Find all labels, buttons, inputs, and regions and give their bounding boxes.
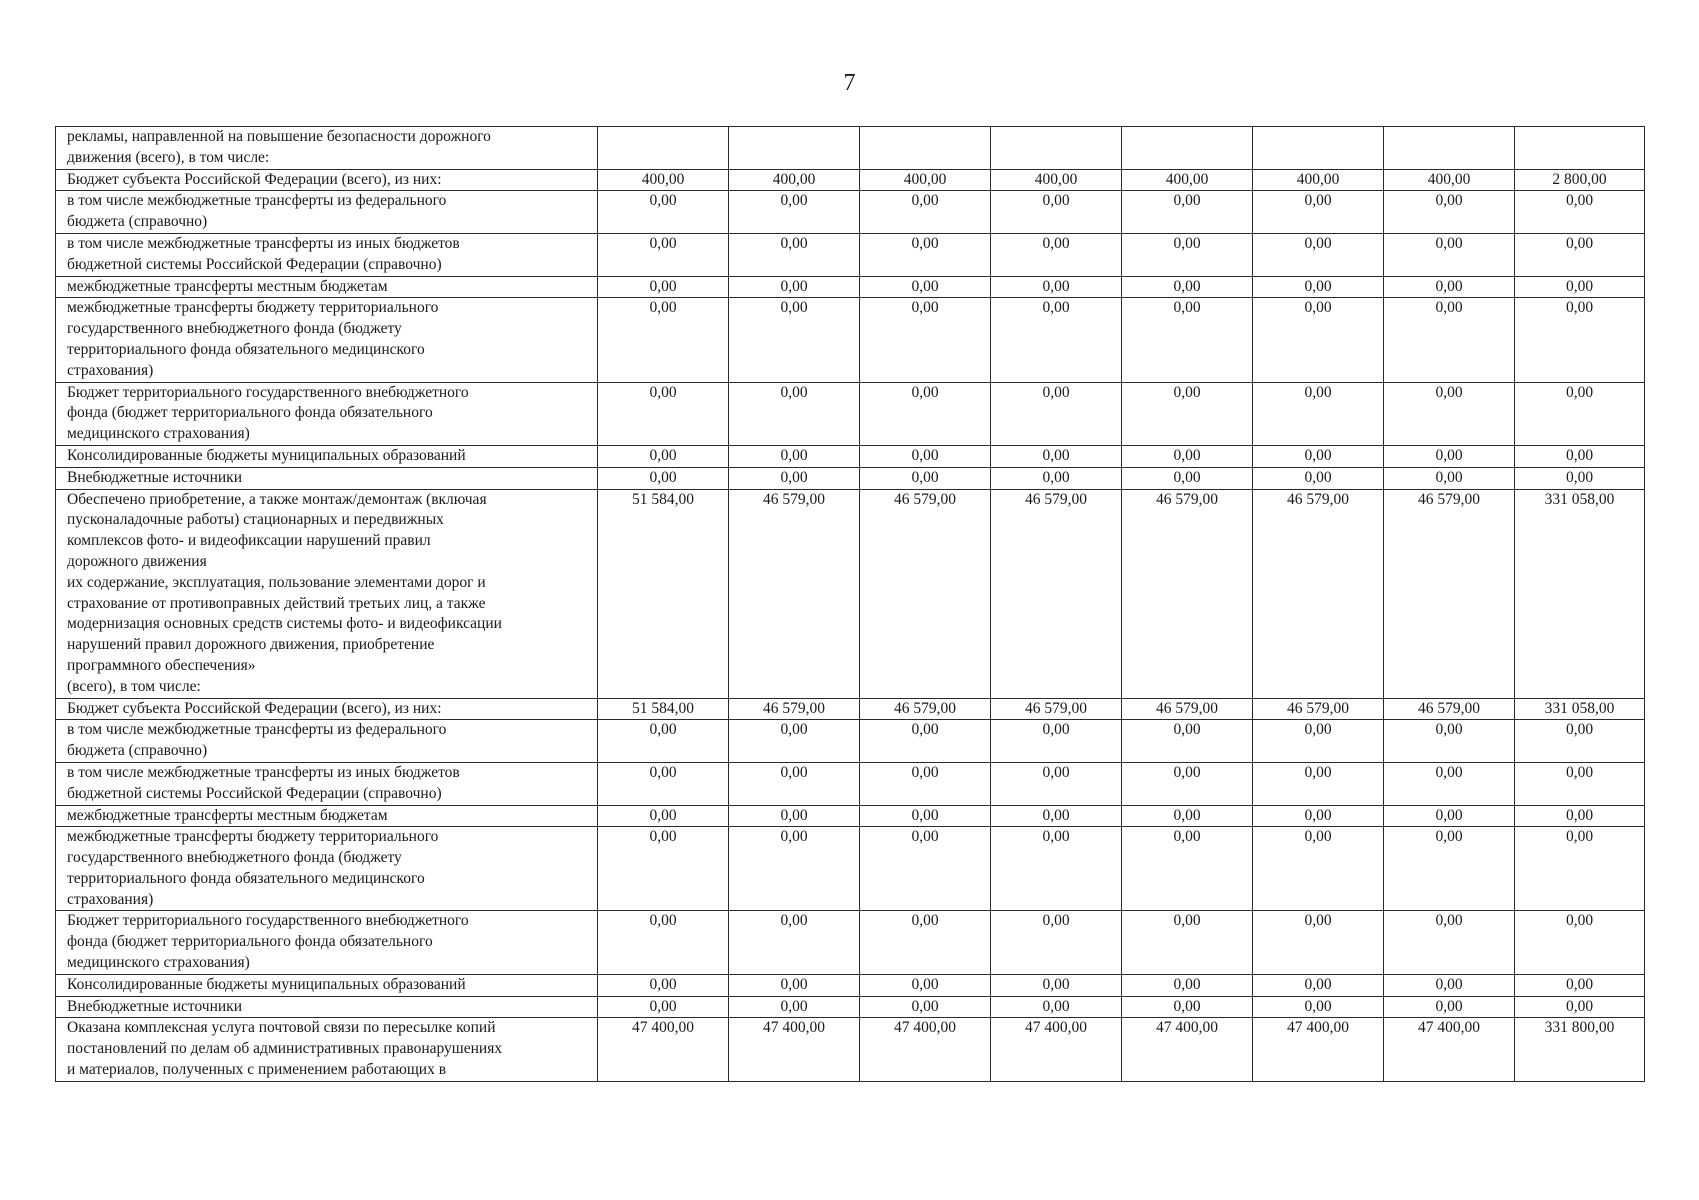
value-cell: 47 400,00 <box>1122 1018 1253 1081</box>
total-cell: 331 800,00 <box>1515 1018 1645 1081</box>
value-cell: 0,00 <box>1122 467 1253 489</box>
value-cell: 0,00 <box>860 974 991 996</box>
value-cell: 0,00 <box>729 233 860 276</box>
value-cell: 0,00 <box>1122 191 1253 234</box>
value-cell <box>991 127 1122 170</box>
value-cell: 0,00 <box>1384 276 1515 298</box>
value-cell: 0,00 <box>729 191 860 234</box>
value-cell: 0,00 <box>729 276 860 298</box>
value-cell <box>598 127 729 170</box>
value-cell: 0,00 <box>1122 276 1253 298</box>
row-label: Бюджет субъекта Российской Федерации (всего), из них: <box>56 169 598 191</box>
value-cell: 0,00 <box>860 276 991 298</box>
value-cell: 0,00 <box>991 233 1122 276</box>
value-cell: 46 579,00 <box>991 698 1122 720</box>
total-cell: 0,00 <box>1515 276 1645 298</box>
value-cell: 400,00 <box>1122 169 1253 191</box>
total-cell: 0,00 <box>1515 298 1645 382</box>
row-label: Бюджет территориального государственного внебюджетного фонда (бюджет территориального фонда обязательного медицинского страхования) <box>56 911 598 974</box>
total-cell: 2 800,00 <box>1515 169 1645 191</box>
value-cell: 46 579,00 <box>1384 698 1515 720</box>
table-row <box>56 974 1645 996</box>
value-cell: 47 400,00 <box>991 1018 1122 1081</box>
value-cell: 400,00 <box>1253 169 1384 191</box>
value-cell <box>860 127 991 170</box>
value-cell: 0,00 <box>729 445 860 467</box>
row-label: Внебюджетные источники <box>56 996 598 1018</box>
table-row <box>56 489 1645 698</box>
row-label: Бюджет территориального государственного внебюджетного фонда (бюджет территориального фонда обязательного медицинского страхования) <box>56 382 598 445</box>
value-cell: 0,00 <box>1384 467 1515 489</box>
table-row <box>56 698 1645 720</box>
table-row <box>56 911 1645 974</box>
value-cell: 0,00 <box>598 233 729 276</box>
row-label: межбюджетные трансферты бюджету территориального государственного внебюджетного фонда (бюджету территориального фонда обязательного медицинского страхования) <box>56 827 598 911</box>
value-cell: 400,00 <box>1384 169 1515 191</box>
total-cell <box>1515 127 1645 170</box>
value-cell: 0,00 <box>729 974 860 996</box>
value-cell: 46 579,00 <box>1122 489 1253 698</box>
row-label: межбюджетные трансферты местным бюджетам <box>56 276 598 298</box>
row-label: межбюджетные трансферты местным бюджетам <box>56 805 598 827</box>
value-cell: 0,00 <box>729 827 860 911</box>
value-cell: 0,00 <box>1253 382 1384 445</box>
value-cell: 47 400,00 <box>1384 1018 1515 1081</box>
value-cell: 400,00 <box>598 169 729 191</box>
value-cell: 0,00 <box>991 720 1122 763</box>
value-cell: 0,00 <box>1384 233 1515 276</box>
value-cell: 0,00 <box>860 233 991 276</box>
value-cell <box>1253 127 1384 170</box>
value-cell: 0,00 <box>729 720 860 763</box>
value-cell: 0,00 <box>1384 298 1515 382</box>
value-cell: 0,00 <box>991 911 1122 974</box>
value-cell: 0,00 <box>1122 805 1253 827</box>
value-cell: 47 400,00 <box>860 1018 991 1081</box>
value-cell: 51 584,00 <box>598 489 729 698</box>
value-cell: 46 579,00 <box>860 698 991 720</box>
value-cell: 0,00 <box>991 445 1122 467</box>
value-cell: 0,00 <box>1122 298 1253 382</box>
value-cell: 0,00 <box>598 827 729 911</box>
value-cell: 0,00 <box>991 762 1122 805</box>
value-cell: 0,00 <box>1253 191 1384 234</box>
value-cell: 0,00 <box>860 445 991 467</box>
value-cell: 0,00 <box>598 974 729 996</box>
value-cell: 0,00 <box>1122 445 1253 467</box>
row-label: в том числе межбюджетные трансферты из федерального бюджета (справочно) <box>56 720 598 763</box>
value-cell <box>729 127 860 170</box>
table-row <box>56 1018 1645 1081</box>
value-cell: 0,00 <box>1384 445 1515 467</box>
value-cell: 0,00 <box>991 805 1122 827</box>
value-cell: 46 579,00 <box>1122 698 1253 720</box>
value-cell: 0,00 <box>991 276 1122 298</box>
value-cell: 400,00 <box>729 169 860 191</box>
value-cell: 0,00 <box>860 762 991 805</box>
table-row <box>56 996 1645 1018</box>
value-cell: 0,00 <box>1122 720 1253 763</box>
table-row <box>56 762 1645 805</box>
total-cell: 0,00 <box>1515 720 1645 763</box>
total-cell: 0,00 <box>1515 445 1645 467</box>
row-label: в том числе межбюджетные трансферты из федерального бюджета (справочно) <box>56 191 598 234</box>
value-cell: 0,00 <box>991 191 1122 234</box>
total-cell: 0,00 <box>1515 805 1645 827</box>
value-cell: 0,00 <box>1253 827 1384 911</box>
value-cell: 0,00 <box>991 467 1122 489</box>
table-row <box>56 382 1645 445</box>
value-cell: 0,00 <box>598 720 729 763</box>
row-label: Оказана комплексная услуга почтовой связи по пересылке копий постановлений по делам об административных правонарушениях и материалов, полученных с применением работающих в <box>56 1018 598 1081</box>
value-cell: 0,00 <box>729 805 860 827</box>
table-row <box>56 445 1645 467</box>
value-cell: 0,00 <box>598 191 729 234</box>
value-cell: 0,00 <box>860 996 991 1018</box>
value-cell: 0,00 <box>729 467 860 489</box>
value-cell: 0,00 <box>991 996 1122 1018</box>
table-row <box>56 169 1645 191</box>
value-cell: 0,00 <box>1384 720 1515 763</box>
value-cell: 0,00 <box>860 382 991 445</box>
value-cell: 0,00 <box>729 996 860 1018</box>
value-cell: 0,00 <box>1122 911 1253 974</box>
value-cell: 0,00 <box>860 805 991 827</box>
row-label: межбюджетные трансферты бюджету территориального государственного внебюджетного фонда (бюджету территориального фонда обязательного медицинского страхования) <box>56 298 598 382</box>
value-cell: 0,00 <box>1253 298 1384 382</box>
value-cell: 0,00 <box>598 445 729 467</box>
value-cell: 47 400,00 <box>598 1018 729 1081</box>
total-cell: 0,00 <box>1515 996 1645 1018</box>
value-cell: 0,00 <box>729 762 860 805</box>
value-cell: 0,00 <box>1384 827 1515 911</box>
value-cell: 0,00 <box>1122 233 1253 276</box>
value-cell: 0,00 <box>1253 233 1384 276</box>
value-cell: 0,00 <box>598 762 729 805</box>
table-row <box>56 467 1645 489</box>
row-label: Внебюджетные источники <box>56 467 598 489</box>
value-cell: 0,00 <box>1253 720 1384 763</box>
value-cell: 0,00 <box>860 827 991 911</box>
row-label: Консолидированные бюджеты муниципальных образований <box>56 974 598 996</box>
table-row <box>56 827 1645 911</box>
value-cell: 0,00 <box>1122 974 1253 996</box>
row-label: рекламы, направленной на повышение безопасности дорожного движения (всего), в том числе: <box>56 127 598 170</box>
value-cell: 0,00 <box>729 911 860 974</box>
table-row <box>56 805 1645 827</box>
row-label: в том числе межбюджетные трансферты из иных бюджетов бюджетной системы Российской Федерации (справочно) <box>56 233 598 276</box>
value-cell: 0,00 <box>1253 276 1384 298</box>
value-cell <box>1384 127 1515 170</box>
total-cell: 0,00 <box>1515 382 1645 445</box>
value-cell: 0,00 <box>860 911 991 974</box>
table-row <box>56 276 1645 298</box>
value-cell: 46 579,00 <box>1253 698 1384 720</box>
value-cell: 0,00 <box>1122 382 1253 445</box>
value-cell: 0,00 <box>860 467 991 489</box>
value-cell: 46 579,00 <box>991 489 1122 698</box>
table-row <box>56 191 1645 234</box>
total-cell: 331 058,00 <box>1515 698 1645 720</box>
total-cell: 0,00 <box>1515 762 1645 805</box>
value-cell: 0,00 <box>1384 805 1515 827</box>
value-cell: 0,00 <box>991 827 1122 911</box>
value-cell: 46 579,00 <box>860 489 991 698</box>
total-cell: 0,00 <box>1515 911 1645 974</box>
value-cell: 0,00 <box>598 298 729 382</box>
value-cell: 0,00 <box>991 974 1122 996</box>
value-cell: 46 579,00 <box>729 698 860 720</box>
row-label: Обеспечено приобретение, а также монтаж/демонтаж (включая пусконаладочные работы) стационарных и передвижных комплексов фото- и видеофиксации нарушений правил дорожного движения их содержание, эксплуатация, пользование элементами дорог и страхование от противоправных действий третьих лиц, а также модернизация основных средств системы фото- и видеофиксации нарушений правил дорожного движения, приобретение программного обеспечения» (всего), в том числе: <box>56 489 598 698</box>
value-cell: 0,00 <box>991 382 1122 445</box>
table-row <box>56 720 1645 763</box>
value-cell: 0,00 <box>1253 974 1384 996</box>
value-cell: 0,00 <box>598 276 729 298</box>
value-cell: 0,00 <box>1384 974 1515 996</box>
value-cell: 47 400,00 <box>1253 1018 1384 1081</box>
value-cell: 0,00 <box>1253 762 1384 805</box>
table-row <box>56 298 1645 382</box>
table-row <box>56 127 1645 170</box>
value-cell: 400,00 <box>991 169 1122 191</box>
value-cell: 0,00 <box>1384 191 1515 234</box>
value-cell: 400,00 <box>860 169 991 191</box>
value-cell: 0,00 <box>1384 996 1515 1018</box>
value-cell: 0,00 <box>1384 911 1515 974</box>
value-cell: 0,00 <box>1253 805 1384 827</box>
total-cell: 0,00 <box>1515 233 1645 276</box>
value-cell: 0,00 <box>598 805 729 827</box>
row-label: Консолидированные бюджеты муниципальных образований <box>56 445 598 467</box>
row-label: в том числе межбюджетные трансферты из иных бюджетов бюджетной системы Российской Федерации (справочно) <box>56 762 598 805</box>
value-cell: 0,00 <box>729 382 860 445</box>
value-cell: 0,00 <box>598 382 729 445</box>
value-cell: 0,00 <box>1122 827 1253 911</box>
value-cell: 47 400,00 <box>729 1018 860 1081</box>
value-cell: 0,00 <box>1122 762 1253 805</box>
value-cell: 0,00 <box>1253 445 1384 467</box>
value-cell: 0,00 <box>860 191 991 234</box>
table-row <box>56 233 1645 276</box>
total-cell: 0,00 <box>1515 827 1645 911</box>
page-number: 7 <box>843 70 856 96</box>
value-cell: 0,00 <box>598 467 729 489</box>
total-cell: 0,00 <box>1515 974 1645 996</box>
value-cell: 51 584,00 <box>598 698 729 720</box>
value-cell: 46 579,00 <box>729 489 860 698</box>
value-cell: 0,00 <box>860 720 991 763</box>
value-cell: 0,00 <box>1384 762 1515 805</box>
value-cell: 0,00 <box>1253 996 1384 1018</box>
total-cell: 331 058,00 <box>1515 489 1645 698</box>
value-cell: 0,00 <box>1253 911 1384 974</box>
value-cell: 0,00 <box>1384 382 1515 445</box>
budget-table <box>55 126 1645 1082</box>
value-cell: 0,00 <box>1253 467 1384 489</box>
row-label: Бюджет субъекта Российской Федерации (всего), из них: <box>56 698 598 720</box>
value-cell: 0,00 <box>598 911 729 974</box>
value-cell <box>1122 127 1253 170</box>
value-cell: 46 579,00 <box>1384 489 1515 698</box>
value-cell: 0,00 <box>991 298 1122 382</box>
value-cell: 0,00 <box>860 298 991 382</box>
total-cell: 0,00 <box>1515 467 1645 489</box>
value-cell: 46 579,00 <box>1253 489 1384 698</box>
total-cell: 0,00 <box>1515 191 1645 234</box>
value-cell: 0,00 <box>729 298 860 382</box>
value-cell: 0,00 <box>598 996 729 1018</box>
value-cell: 0,00 <box>1122 996 1253 1018</box>
